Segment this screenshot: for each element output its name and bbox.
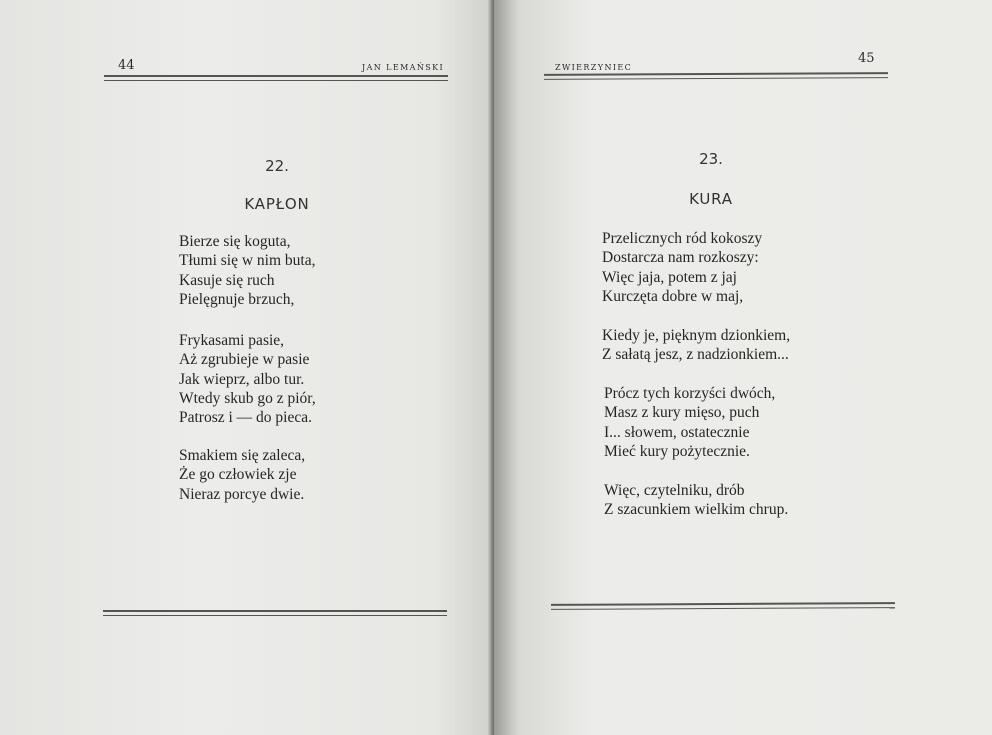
verse-line: Smakiem się zaleca, — [179, 447, 306, 464]
verse-line: Patrosz i — do pieca. — [179, 409, 313, 427]
verse-line: Dostarcza nam rozkoszy: — [602, 249, 759, 267]
poem-title: KAPŁON — [244, 195, 310, 213]
verse-line: Przelicznych ród kokoszy — [602, 230, 763, 247]
verse-line: Jak wieprz, albo tur. — [179, 370, 305, 388]
stanza — [602, 326, 790, 365]
poem-title: KURA — [689, 190, 733, 208]
page-number: 44 — [118, 58, 135, 73]
verse-line: Nieraz porcye dwie. — [179, 485, 305, 503]
verse-line: Frykasami pasie, — [179, 332, 285, 349]
stanza — [179, 331, 316, 427]
verse-line: Pielęgnuje brzuch, — [179, 290, 295, 308]
left-page — [0, 0, 494, 735]
running-header: ZWIERZYNIEC — [555, 63, 633, 72]
footer-rule — [103, 610, 447, 616]
verse-line: Masz z kury mięso, puch — [604, 404, 760, 422]
verse-line: Więc, czytelniku, drób — [604, 482, 745, 499]
verse-line: Bierze się koguta, — [179, 233, 291, 250]
verse-line: Tłumi się w nim buta, — [179, 252, 316, 270]
verse-line: I... słowem, ostatecznie — [604, 423, 750, 441]
verse-line: Prócz tych korzyści dwóch, — [604, 385, 776, 402]
stanza — [179, 446, 305, 504]
poem-number: 22. — [265, 157, 289, 175]
right-page — [494, 0, 992, 735]
verse-line: Kasuje się ruch — [179, 271, 275, 289]
verse-line: Kurczęta dobre w maj, — [602, 287, 744, 305]
verse-line: Że go człowiek zje — [179, 466, 297, 484]
verse-line: Mieć kury pożytecznie. — [604, 442, 750, 460]
running-header: JAN LEMAŃSKI — [362, 63, 445, 72]
stanza — [604, 481, 788, 520]
poem-number: 23. — [699, 150, 723, 168]
footer-rule — [551, 602, 895, 610]
verse-line: Z szacunkiem wielkim chrup. — [604, 501, 789, 519]
header-rule — [104, 75, 448, 81]
stanza — [602, 229, 762, 306]
header-rule — [544, 72, 888, 80]
verse-line: Więc jaja, potem z jaj — [602, 268, 737, 286]
page-number: 45 — [858, 51, 875, 66]
verse-line: Aż zgrubieje w pasie — [179, 351, 310, 369]
verse-line: Wtedy skub go z piór, — [179, 389, 316, 407]
verse-line: Kiedy je, pięknym dzionkiem, — [602, 327, 791, 344]
stanza — [179, 232, 315, 309]
stanza — [604, 384, 775, 461]
verse-line: Z sałatą jesz, z nadzionkiem... — [602, 346, 789, 364]
